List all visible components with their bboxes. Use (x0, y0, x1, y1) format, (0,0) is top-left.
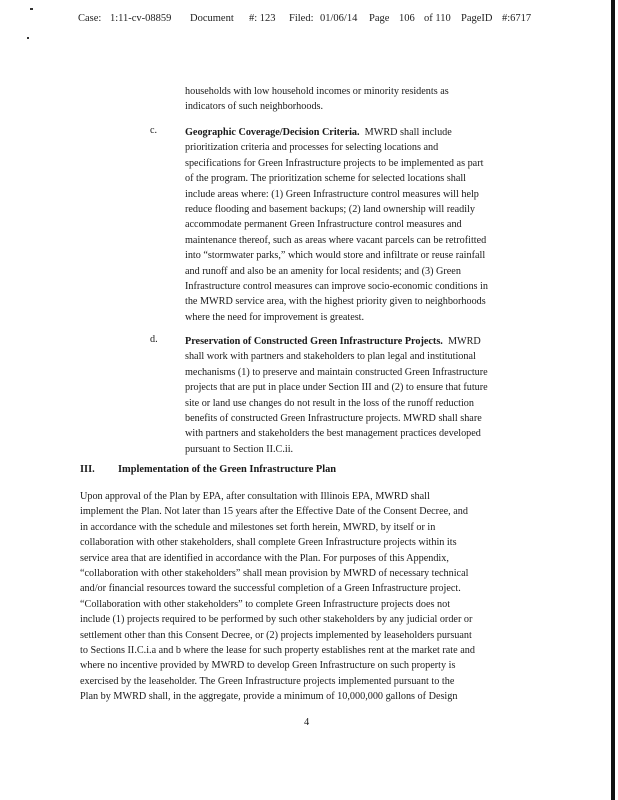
item-d-title: Preservation of Constructed Green Infrastructure Projects. (185, 336, 443, 347)
text-line: into “stormwater parks,” which would store and infiltrate or reuse rainfall (185, 250, 486, 262)
filed-label: Filed: (289, 13, 314, 24)
text-line: benefits of constructed Green Infrastructure projects. MWRD shall share (185, 412, 482, 424)
item-d-marker: d. (150, 334, 158, 345)
scan-speck (27, 37, 29, 39)
text-line: pursuant to Section II.C.ii. (185, 443, 294, 455)
pageid-number: #:6717 (502, 13, 532, 24)
page-label: Page (369, 13, 390, 24)
scan-edge-border (611, 0, 615, 800)
case-label: Case: (78, 13, 102, 24)
text-line: in accordance with the schedule and milestones set forth herein, MWRD, by itself or in (80, 521, 436, 533)
text-line: where the need for improvement is greatest. (185, 311, 365, 323)
text-line: “Collaboration with other stakeholders” to complete Green Infrastructure projects does not (80, 598, 451, 610)
text-line: specifications for Green Infrastructure projects to be implemented as part (185, 157, 484, 169)
document-number: #: 123 (249, 13, 276, 24)
text-line (185, 125, 488, 140)
text-line (185, 334, 488, 349)
text-line: site or land use changes do not result in the loss of the runoff reduction (185, 397, 474, 409)
text-line: reduce flooding and basement backups; (2) land ownership will readily (185, 203, 475, 215)
text-line: include (1) projects required to be performed by such other stakeholders by any judicial order or (80, 614, 473, 626)
text-line: maintenance thereof, such as areas where vacant parcels can be retrofitted (185, 234, 487, 246)
header-page-number: 106 (399, 13, 415, 24)
section-iii-title: Implementation of the Green Infrastructure Plan (118, 464, 337, 475)
document-label: Document (190, 13, 234, 24)
text-line: mechanisms (1) to preserve and maintain constructed Green Infrastructure (185, 366, 488, 378)
text-line: prioritization criteria and processes for selecting locations and (185, 142, 439, 154)
continuation-paragraph (185, 84, 449, 115)
section-iii-body-paragraph (80, 489, 475, 704)
text-line: households with low household incomes or minority residents as (185, 86, 449, 97)
pageid-label: PageID (461, 13, 493, 24)
section-iii-number: III. (80, 464, 95, 475)
text-line: “collaboration with other stakeholders” shall mean provision by MWRD of necessary technical (80, 567, 469, 579)
text-line: and/or financial resources toward the successful completion of a Green Infrastructure project. (80, 583, 461, 595)
text-line: implement the Plan. Not later than 15 years after the Effective Date of the Consent Decree, and (80, 506, 468, 518)
item-c-marker: c. (150, 125, 158, 136)
text-line: shall work with partners and stakeholders to plan legal and institutional (185, 351, 476, 363)
item-c-title: Geographic Coverage/Decision Criteria. (185, 127, 360, 138)
text-line: Plan by MWRD shall, in the aggregate, provide a minimum of 10,000,000 gallons of Design (80, 691, 458, 703)
text-line: exercised by the leaseholder. The Green Infrastructure projects implemented pursuant to the (80, 675, 455, 687)
text-line: collaboration with other stakeholders, shall complete Green Infrastructure projects within its (80, 537, 457, 549)
of-pages: of 110 (424, 13, 451, 24)
item-c-first-line-rest: MWRD shall include (364, 127, 452, 138)
text-line: settlement other than this Consent Decree, or (2) projects implemented by leaseholders pursuant (80, 629, 472, 641)
text-line: to Sections II.C.i.a and b where the lease for such property establishes rent at the market rate and (80, 644, 475, 656)
item-c-paragraph (185, 125, 488, 325)
scan-speck (30, 8, 33, 10)
text-line: service area that are identified in accordance with the Plan. For purposes of this Appendix, (80, 552, 449, 564)
text-line: Upon approval of the Plan by EPA, after consultation with Illinois EPA, MWRD shall (80, 491, 430, 502)
text-line: projects that are put in place under Section III and (2) to ensure that future (185, 382, 488, 394)
text-line: the MWRD service area, with the highest priority given to neighborhoods (185, 296, 486, 308)
item-d-paragraph (185, 334, 488, 457)
filed-date: 01/06/14 (320, 13, 358, 24)
section-iii-heading (80, 464, 440, 480)
text-line: accommodate permanent Green Infrastructure control measures and (185, 219, 462, 231)
item-d-first-line-rest: MWRD (447, 336, 481, 347)
footer-page-number: 4 (304, 717, 310, 728)
text-line: include areas where: (1) Green Infrastructure control measures will help (185, 188, 479, 200)
text-line: with partners and stakeholders the best management practices developed (185, 428, 481, 440)
text-line: Infrastructure control measures can improve socio-economic conditions in (185, 280, 488, 292)
text-line: indicators of such neighborhoods. (185, 101, 324, 113)
text-line: and runoff and also be an amenity for local residents; and (3) Green (185, 265, 461, 277)
text-line: of the program. The prioritization scheme for selected locations shall (185, 173, 467, 185)
case-number: 1:11-cv-08859 (110, 13, 172, 24)
text-line: where no incentive provided by MWRD to develop Green Infrastructure on such property is (80, 660, 456, 672)
